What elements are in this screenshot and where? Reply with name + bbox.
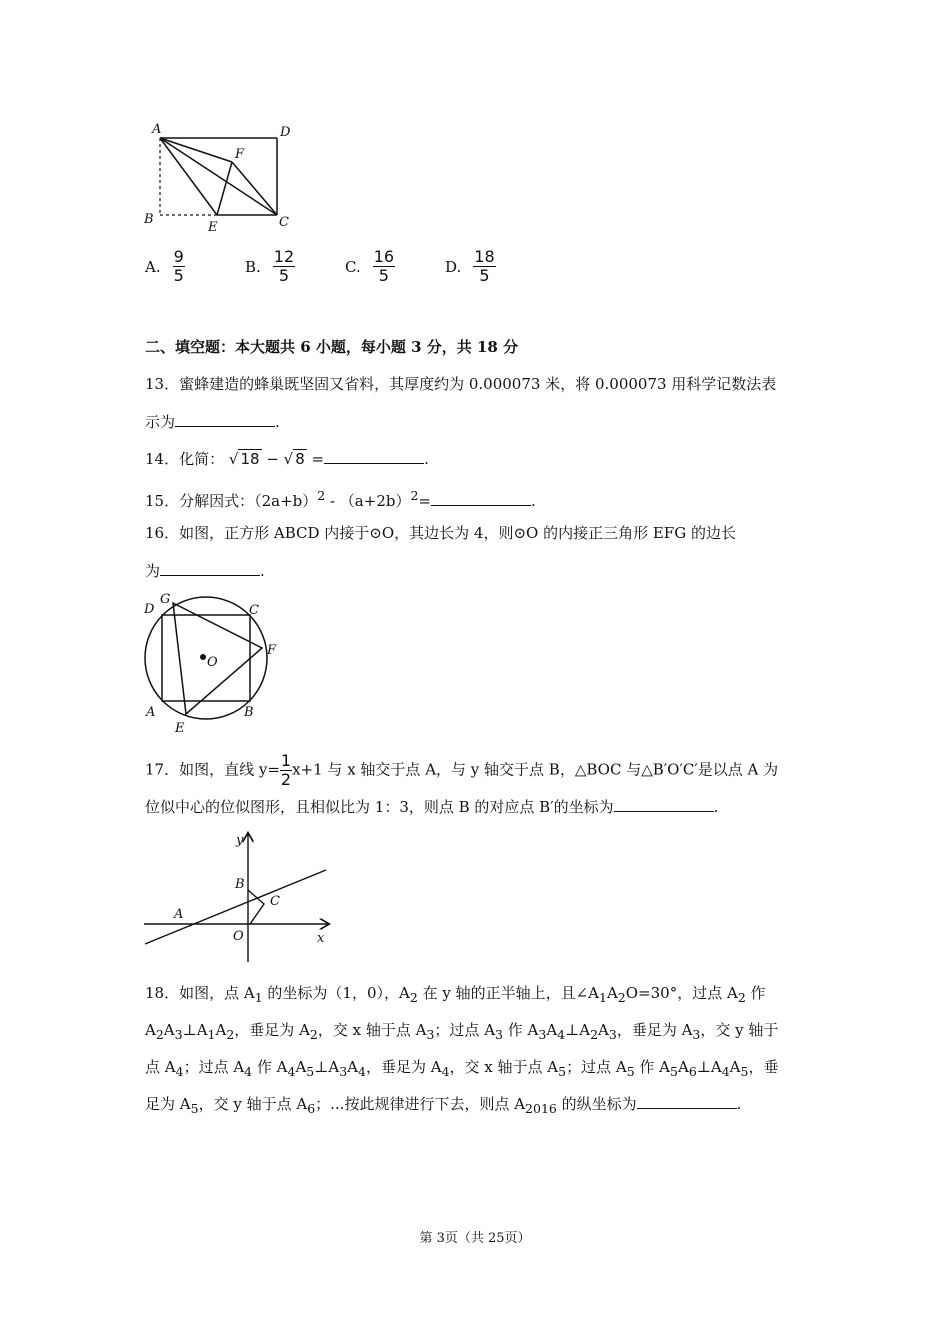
text: ，交 y 轴于点 A [198,1095,308,1113]
numerator: 12 [273,247,295,266]
q15-suffix: . [531,492,536,510]
label-x: x [317,931,325,946]
subscript: 2 [409,990,418,1005]
label-C: C [249,603,259,618]
subscript: 2016 [525,1101,557,1116]
equals: = [418,492,431,510]
label-A: A [152,122,162,137]
choice-d [445,248,496,285]
text: 作 A [634,1058,671,1076]
text: ，交 x 轴于点 A [449,1058,559,1076]
text: O=30°，过点 A [625,984,738,1002]
subscript: 4 [287,1064,296,1079]
denominator: 5 [479,266,490,285]
q13-suffix: . [275,413,280,431]
subscript: 3 [339,1064,348,1079]
answer-blank[interactable] [175,412,275,427]
fraction [173,248,185,285]
q14-suffix: . [424,450,429,468]
rectangle-fold-figure [140,120,300,235]
subscript: 3 [495,1027,503,1042]
answer-blank[interactable] [637,1094,737,1109]
subscript: 3 [538,1027,547,1042]
text: ，垂足为 A [234,1021,310,1039]
subscript: 5 [626,1064,635,1079]
subscript: 3 [608,1027,617,1042]
subscript: 5 [558,1064,567,1079]
sqrt-8: √ 8 [283,450,305,468]
subscript: 1 [207,1027,216,1042]
subscript: 5 [740,1064,749,1079]
subscript: 2 [226,1027,235,1042]
q18-line3 [145,1057,778,1082]
exponent: 2 [410,488,419,503]
choice-letter: C. [345,257,361,276]
q13-line1: 13．蜜蜂建造的蜂巢既坚固又省料，其厚度约为 0.000073 米，将 0.000073 用科学记数法表 [145,375,777,393]
text: 足为 A [145,1095,191,1113]
subscript: 2 [617,990,626,1005]
q14-line [145,449,429,469]
fraction [373,248,395,285]
subscript: 6 [688,1064,697,1079]
subscript: 1 [254,990,263,1005]
denominator: 5 [378,266,389,285]
label-D: D [280,125,291,140]
subscript: 4 [721,1064,730,1079]
text: ；...按此规律进行下去，则点 A [315,1095,526,1113]
text: ⊥A [696,1058,722,1076]
label-C: C [270,894,280,909]
text: ，交 y 轴于 [700,1021,779,1039]
label-D: D [144,602,155,617]
text: ，垂足为 A [616,1021,693,1039]
coordinate-line-figure [140,828,335,968]
q17-line2 [145,797,718,817]
fraction [273,248,295,285]
label-B: B [244,705,254,720]
page-footer: 第 3页（共 25页） [419,1231,531,1246]
q17-suffix: x+1 与 x 轴交于点 A，与 y 轴交于点 B，△BOC 与△B′O′C′是以点 A 为 [292,760,779,779]
q13-prefix: 示为 [145,413,176,431]
choice-letter: A. [145,257,161,276]
q15-line [145,486,536,511]
equals: = [306,450,325,468]
denominator: 5 [173,266,184,285]
denominator: 2 [280,770,292,789]
text: A [677,1058,689,1076]
label-O: O [233,929,244,944]
subscript: 5 [306,1064,315,1079]
text: A [295,1058,307,1076]
subscript: 6 [307,1101,316,1116]
q18-line2 [145,1020,778,1045]
label-A: A [174,907,184,922]
subscript: 4 [441,1064,450,1079]
label-E: E [175,721,185,736]
circle-square-triangle-figure [140,588,290,736]
answer-blank[interactable] [614,797,714,812]
q16-line2 [145,561,265,581]
text: ，垂 [748,1058,779,1076]
text: ，交 x 轴于点 A [317,1021,427,1039]
answer-blank[interactable] [324,449,424,464]
text: ；过点 A [566,1058,627,1076]
label-F: F [267,643,277,658]
text: 作 [745,984,766,1002]
text: ⊥A [565,1021,591,1039]
answer-blank[interactable] [160,561,260,576]
exponent: 2 [317,488,326,503]
choice-letter: D. [445,257,462,276]
text: A [215,1021,227,1039]
text: 18．如图，点 A [145,984,255,1002]
text: A [163,1021,175,1039]
text: ⊥A [182,1021,208,1039]
subscript: 4 [244,1064,253,1079]
label-B: B [144,212,154,227]
numerator: 16 [373,247,395,266]
minus-sign: − [266,450,279,468]
q13-line2 [145,412,280,432]
label-B: B [235,877,245,892]
label-y: y [236,833,244,848]
fraction [473,248,495,285]
subscript: 3 [174,1027,183,1042]
fraction-half [280,752,292,789]
text: A [145,1021,156,1039]
text: ，垂足为 A [365,1058,442,1076]
label-G: G [160,592,171,607]
subscript: 5 [190,1101,199,1116]
q15-mid: - （a+2b） [325,492,411,510]
numerator: 9 [173,247,184,266]
text: A [546,1021,558,1039]
label-E: E [208,220,218,235]
label-O: O [207,655,218,670]
radicand: 8 [295,450,305,468]
subscript: 2 [737,990,746,1005]
q16-line1: 16．如图，正方形 ABCD 内接于⊙O，其边长为 4，则⊙O 的内接正三角形 EFG 的边长 [145,524,736,542]
sqrt-18: √ 18 [228,450,260,468]
text: 在 y 轴的正半轴上，且∠A [417,984,599,1002]
text: A [729,1058,741,1076]
text: ⊥A [314,1058,340,1076]
q17-prefix2: 位似中心的位似图形，且相似比为 1：3，则点 B 的对应点 B′的坐标为 [145,798,614,816]
subscript: 2 [590,1027,599,1042]
choice-b [245,248,295,285]
subscript: 2 [309,1027,318,1042]
text: . [736,1095,742,1113]
q14-prefix: 14．化简： [145,450,225,468]
text: 的纵坐标为 [556,1095,637,1113]
subscript: 3 [426,1027,435,1042]
denominator: 5 [278,266,290,285]
q17-line1 [145,752,778,789]
text: A [598,1021,609,1039]
choice-letter: B. [245,257,261,276]
subscript: 2 [155,1027,164,1042]
section-title: 二、填空题：本大题共 6 小题，每小题 3 分，共 18 分 [145,338,519,356]
numerator: 1 [280,751,292,770]
text: 的坐标为（1，0），A [262,984,410,1002]
choice-c [345,248,395,285]
text: A [606,984,618,1002]
text: 作 A [252,1058,288,1076]
label-C: C [279,215,289,230]
label-A: A [146,705,156,720]
q15-prefix: 15．分解因式：（2a+b） [145,492,318,510]
q16-prefix: 为 [145,562,161,580]
subscript: 4 [358,1064,366,1079]
q17-suffix2: . [713,798,719,816]
label-F: F [235,147,245,162]
subscript: 4 [557,1027,566,1042]
q16-suffix: . [260,562,265,580]
text: 点 A [145,1058,176,1076]
subscript: 3 [692,1027,701,1042]
answer-blank[interactable] [431,491,531,506]
numerator: 18 [474,247,495,266]
subscript: 5 [670,1064,678,1079]
text: ；过点 A [183,1058,245,1076]
radicand: 18 [240,450,260,468]
choice-a [145,248,185,285]
q18-line4 [145,1094,741,1119]
subscript: 4 [175,1064,184,1079]
text: 作 A [502,1021,539,1039]
q18-line1 [145,983,766,1008]
text: ；过点 A [434,1021,496,1039]
text: A [347,1058,358,1076]
subscript: 1 [599,990,607,1005]
q17-prefix: 17．如图，直线 y= [145,760,280,779]
